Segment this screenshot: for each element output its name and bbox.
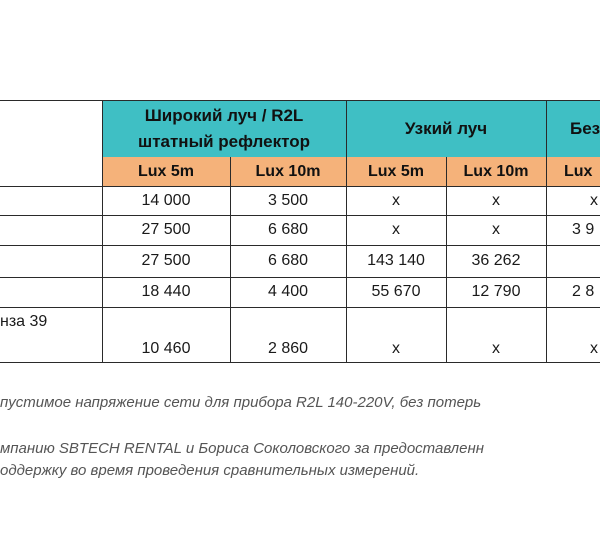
- subheader-narrow-lux5: Lux 5m: [346, 157, 446, 186]
- header-without-label: Без: [570, 118, 600, 138]
- table-cell: 18 440: [141, 283, 191, 300]
- table-cell: 55 670: [371, 283, 421, 300]
- header-without: [546, 100, 600, 157]
- table-cell: x: [492, 339, 500, 357]
- grid-line: [0, 100, 600, 101]
- table-cell: [546, 245, 600, 277]
- grid-line: [0, 277, 600, 278]
- row-label: нза 39: [0, 313, 48, 330]
- table-cell: x: [492, 191, 500, 209]
- subheader-without-lux: Lux: [546, 157, 600, 186]
- table-cell: x: [392, 221, 400, 238]
- grid-line: [546, 100, 547, 362]
- header-wide-beam: [102, 100, 346, 157]
- note-thanks-line2: оддержку во время проведения сравнительных измерений.: [0, 462, 420, 479]
- note-thanks-line1: мпанию SBTECH RENTAL и Бориса Соколовского за предоставленн: [0, 440, 484, 457]
- header-narrow-beam: [346, 100, 546, 157]
- table-cell: 36 262: [471, 252, 521, 269]
- header-narrow-beam-label: Узкий луч: [404, 118, 488, 138]
- note-voltage: пустимое напряжение сети для прибора R2L 140-220V, без потерь: [0, 394, 482, 411]
- table-cell: x: [392, 191, 400, 209]
- table-cell: 3 500: [267, 191, 309, 209]
- table-cell: 2 860: [267, 339, 309, 357]
- table-cell: x: [392, 339, 400, 357]
- table-cell: 4 400: [267, 283, 309, 300]
- table-cell: x: [492, 221, 500, 238]
- table-cell: x: [590, 339, 598, 357]
- grid-line: [346, 100, 347, 362]
- grid-line: [0, 186, 600, 187]
- grid-line: [446, 157, 447, 362]
- subheader-narrow-lux10: Lux 10m: [446, 157, 546, 186]
- grid-line: [0, 307, 600, 308]
- grid-line: [0, 362, 600, 363]
- table-cell: 12 790: [471, 283, 521, 300]
- header-wide-beam-line2: штатный рефлектор: [138, 131, 310, 151]
- table-cell: 6 680: [267, 252, 309, 269]
- table-cell: 14 000: [141, 191, 191, 209]
- header-wide-beam-line1: Широкий луч / R2L: [144, 105, 304, 125]
- table-cell: 10 460: [141, 339, 191, 357]
- subheader-wide-lux5: Lux 5m: [102, 157, 230, 186]
- grid-line: [102, 100, 103, 362]
- grid-line: [0, 215, 600, 216]
- table-cell: 27 500: [141, 221, 191, 238]
- grid-line: [0, 245, 600, 246]
- table-cell: 143 140: [367, 252, 425, 269]
- table-cell: 2 8: [572, 283, 595, 300]
- subheader-wide-lux10: Lux 10m: [230, 157, 346, 186]
- table-cell: x: [590, 191, 598, 209]
- table-cell: 27 500: [141, 252, 191, 269]
- table-cell: 3 9: [572, 221, 595, 238]
- grid-line: [230, 157, 231, 362]
- table-cell: 6 680: [267, 221, 309, 238]
